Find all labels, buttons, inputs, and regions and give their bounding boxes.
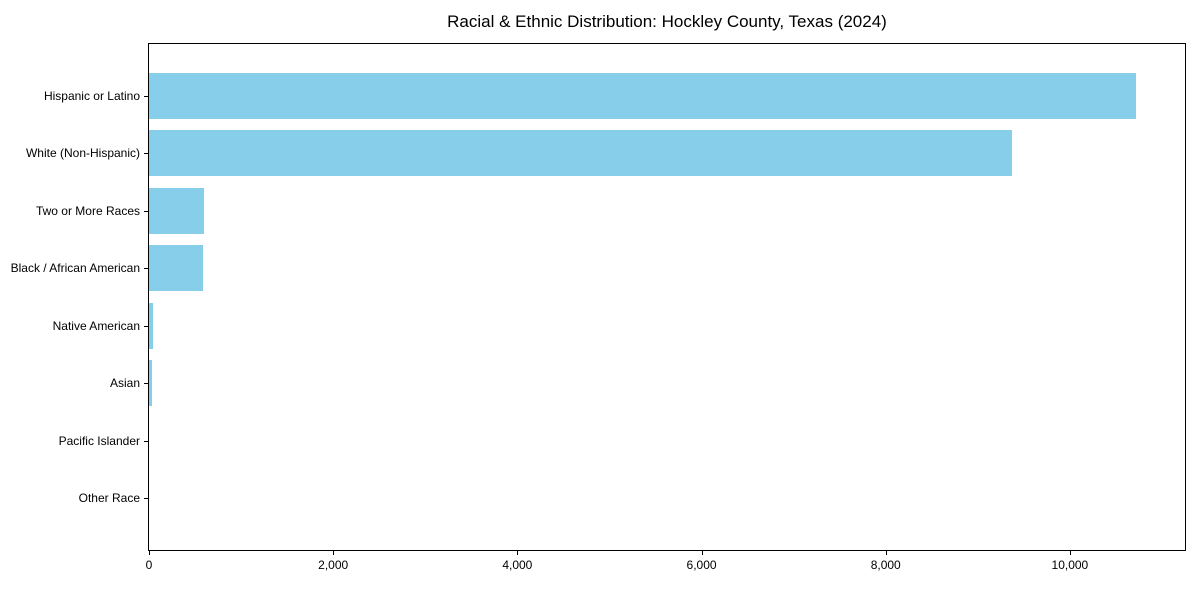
- chart-title: Racial & Ethnic Distribution: Hockley County, Texas (2024): [447, 12, 887, 31]
- x-tick-mark: [149, 551, 150, 555]
- y-tick-label: Other Race: [78, 491, 140, 506]
- x-tick-mark: [886, 551, 887, 555]
- y-tick-label: Pacific Islander: [58, 433, 140, 448]
- y-tick-label: Hispanic or Latino: [43, 88, 140, 103]
- y-tick-mark: [144, 498, 148, 499]
- x-tick-mark: [333, 551, 334, 555]
- bar-hispanic-or-latino: [149, 73, 1136, 119]
- y-tick-label: Native American: [52, 318, 140, 333]
- x-tick-mark: [702, 551, 703, 555]
- x-tick-label: 10,000: [1051, 558, 1089, 572]
- y-tick-mark: [144, 268, 148, 269]
- x-tick-label: 6,000: [686, 558, 717, 572]
- y-tick-label: Black / African American: [10, 261, 140, 276]
- y-tick-mark: [144, 383, 148, 384]
- x-tick-label: 2,000: [318, 558, 349, 572]
- y-tick-mark: [144, 153, 148, 154]
- y-tick-label: Two or More Races: [35, 203, 140, 218]
- bar-two-or-more-races: [149, 188, 204, 234]
- y-tick-label: White (Non-Hispanic): [25, 146, 140, 161]
- x-tick-mark: [1070, 551, 1071, 555]
- x-tick-label: 0: [145, 558, 153, 572]
- x-tick-label: 4,000: [502, 558, 533, 572]
- x-tick-mark: [517, 551, 518, 555]
- bar-black-african-american: [149, 245, 203, 291]
- y-tick-mark: [144, 326, 148, 327]
- x-tick-label: 8,000: [870, 558, 901, 572]
- y-tick-mark: [144, 96, 148, 97]
- y-tick-label: Asian: [109, 376, 140, 391]
- y-tick-mark: [144, 441, 148, 442]
- bar-white-non-hispanic: [149, 130, 1012, 176]
- plot-area: [148, 43, 1186, 551]
- bar-asian: [149, 360, 152, 406]
- bar-native-american: [149, 303, 153, 349]
- y-tick-mark: [144, 211, 148, 212]
